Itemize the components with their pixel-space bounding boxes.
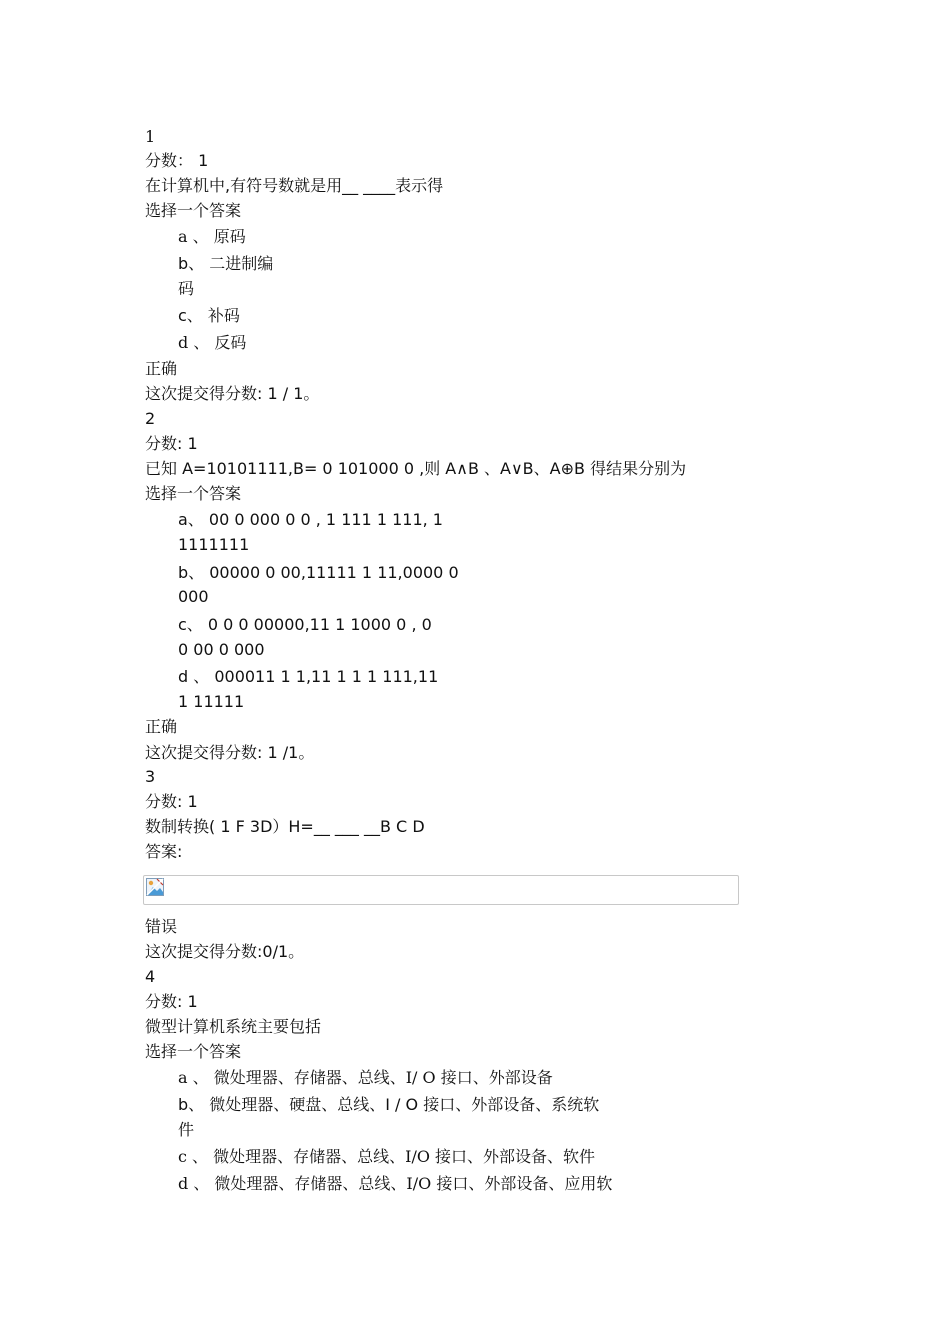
option-d[interactable]: d 、 000011 1 1,11 1 1 1 111,11	[178, 667, 439, 686]
option-d-continued: 1 11111	[178, 692, 245, 711]
option-b-continued: 码	[178, 279, 195, 298]
submission-score: 这次提交得分数:0/1。	[145, 942, 305, 961]
option-c[interactable]: c、 补码	[178, 306, 240, 325]
option-b-continued: 000	[178, 587, 209, 606]
option-b[interactable]: b、 二进制编	[178, 254, 274, 273]
question-number: 1	[145, 127, 156, 146]
result-status: 错误	[145, 917, 178, 936]
question-text: 在计算机中,有符号数就是用__ ____表示得	[145, 176, 444, 195]
result-status: 正确	[145, 717, 178, 736]
question-text: 数制转换( 1 F 3D）H=__ ___ __B C D	[145, 817, 425, 836]
result-status: 正确	[145, 359, 178, 378]
submission-score: 这次提交得分数: 1 / 1。	[145, 384, 320, 403]
question-score: 分数: 1	[145, 792, 198, 811]
option-b[interactable]: b、 微处理器、硬盘、总线、I / O 接口、外部设备、系统软	[178, 1095, 600, 1114]
option-b[interactable]: b、 00000 0 00,11111 1 11,0000 0	[178, 563, 459, 582]
option-d[interactable]: d 、 微处理器、存储器、总线、I/O 接口、外部设备、应用软	[178, 1174, 613, 1193]
question-score: 分数: 1	[145, 992, 198, 1011]
question-score: 分数: 1	[145, 434, 198, 453]
option-c-continued: 0 00 0 000	[178, 640, 265, 659]
option-b-continued: 件	[178, 1120, 195, 1139]
question-prompt: 答案:	[145, 842, 183, 861]
option-d[interactable]: d 、 反码	[178, 333, 247, 352]
question-number: 3	[145, 767, 156, 786]
question-number: 2	[145, 409, 156, 428]
question-prompt: 选择一个答案	[145, 1042, 242, 1061]
question-prompt: 选择一个答案	[145, 201, 242, 220]
option-c[interactable]: c 、 微处理器、存储器、总线、I/O 接口、外部设备、软件	[178, 1147, 596, 1166]
question-prompt: 选择一个答案	[145, 484, 242, 503]
option-a-continued: 1111111	[178, 535, 250, 554]
question-text: 微型计算机系统主要包括	[145, 1017, 322, 1036]
option-a[interactable]: a、 00 0 000 0 0 , 1 111 1 111, 1	[178, 510, 443, 529]
option-a[interactable]: a 、 原码	[178, 227, 246, 246]
option-c[interactable]: c、 0 0 0 00000,11 1 1000 0 , 0	[178, 615, 432, 634]
option-a[interactable]: a 、 微处理器、存储器、总线、I/ O 接口、外部设备	[178, 1068, 553, 1087]
answer-input[interactable]	[143, 875, 739, 905]
submission-score: 这次提交得分数: 1 /1。	[145, 743, 315, 762]
question-number: 4	[145, 967, 156, 986]
question-text: 已知 A=10101111,B= 0 101000 0 ,则 A∧B 、A∨B、A⊕B 得结果分别为	[145, 459, 687, 478]
broken-image-icon	[146, 878, 164, 896]
question-score: 分数： 1	[145, 151, 209, 170]
